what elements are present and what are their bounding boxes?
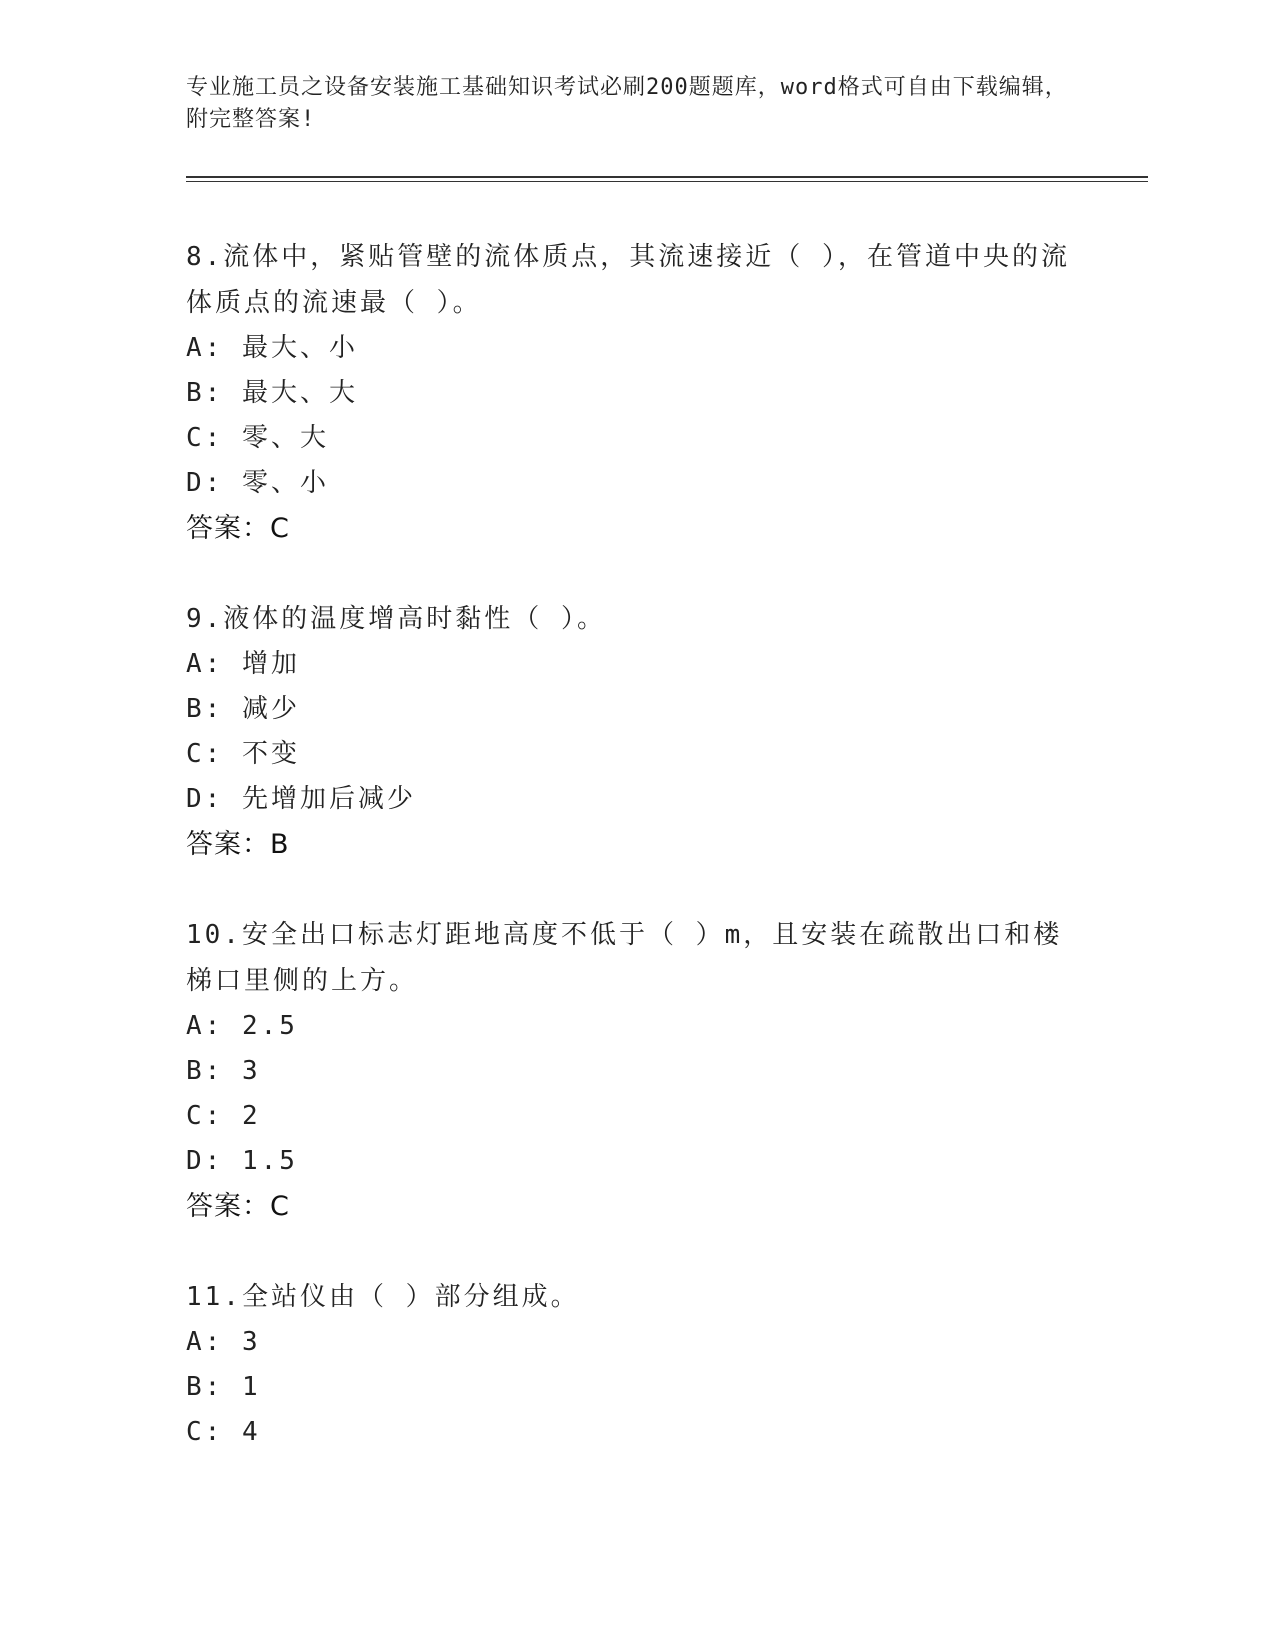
- option-a: A: 增加: [186, 649, 300, 679]
- document-header: 专业施工员之设备安装施工基础知识考试必刷200题题库，word格式可自由下载编辑，附完整答案!: [186, 75, 1068, 132]
- option-c: C: 2: [186, 1101, 261, 1131]
- option-d: D: 1.5: [186, 1146, 298, 1176]
- option-d: D: 零、小: [186, 468, 329, 498]
- option-b: B: 1: [186, 1372, 261, 1402]
- option-a: A: 3: [186, 1327, 261, 1357]
- option-b: B: 3: [186, 1056, 261, 1086]
- question-stem: 11.全站仪由（ ）部分组成。: [186, 1282, 580, 1312]
- option-c: C: 4: [186, 1417, 261, 1447]
- question-8: [186, 234, 1086, 552]
- option-a: A: 2.5: [186, 1011, 298, 1041]
- option-c: C: 不变: [186, 739, 300, 769]
- question-list: [186, 234, 1086, 1499]
- option-b: B: 最大、大: [186, 378, 358, 408]
- question-10: [186, 912, 1086, 1230]
- option-b: B: 减少: [186, 694, 300, 724]
- answer-line: 答案：C: [186, 1191, 290, 1222]
- answer-line: 答案：B: [186, 829, 290, 860]
- answer-line: 答案：C: [186, 513, 290, 544]
- header-divider-thin: [186, 181, 1148, 182]
- option-d: D: 先增加后减少: [186, 784, 416, 814]
- question-9: [186, 596, 1086, 868]
- question-11: [186, 1274, 1086, 1455]
- option-c: C: 零、大: [186, 423, 329, 453]
- question-stem: 10.安全出口标志灯距地高度不低于（ ）m，且安装在疏散出口和楼梯口里侧的上方。: [186, 920, 1063, 996]
- question-stem: 8.流体中，紧贴管壁的流体质点，其流速接近（ ），在管道中央的流体质点的流速最（ ）。: [186, 242, 1070, 318]
- question-stem: 9.液体的温度增高时黏性（ ）。: [186, 604, 606, 634]
- option-a: A: 最大、小: [186, 333, 358, 363]
- header-divider-thick: [186, 176, 1148, 178]
